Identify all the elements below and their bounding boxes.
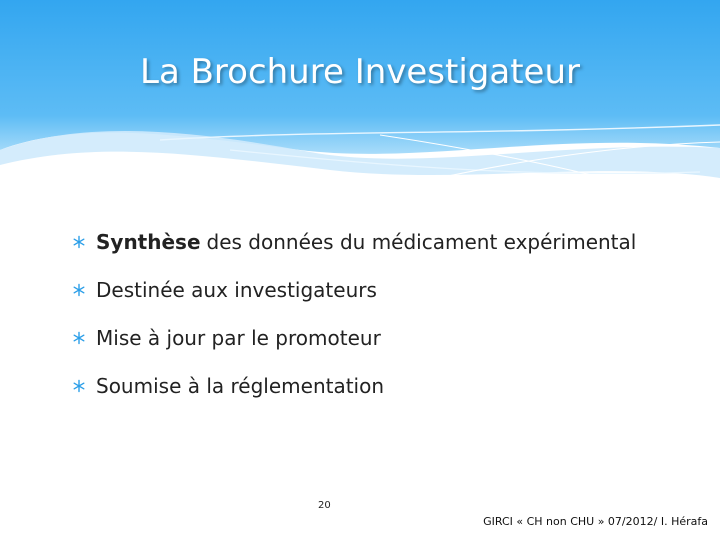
bullet-bold-text: Synthèse [96, 230, 201, 254]
slide-title: La Brochure Investigateur [140, 52, 580, 92]
bullet-item [72, 362, 692, 410]
bullet-text: Soumise à la réglementation [96, 374, 385, 398]
page-number: 20 [318, 500, 331, 511]
asterisk-icon [72, 331, 86, 345]
bullet-text: des données du médicament expérimental [206, 230, 637, 254]
bullet-text: Destinée aux investigateurs [96, 278, 377, 302]
header-band [0, 0, 720, 200]
asterisk-icon [72, 379, 86, 393]
bullet-text: Mise à jour par le promoteur [96, 326, 381, 350]
footer-text: GIRCI « CH non CHU » 07/2012/ I. Hérafa [483, 515, 708, 528]
bullet-list [72, 218, 692, 410]
bullet-item [72, 266, 692, 314]
asterisk-icon [72, 283, 86, 297]
asterisk-icon [72, 235, 86, 249]
bullet-item [72, 218, 692, 266]
bullet-item [72, 314, 692, 362]
